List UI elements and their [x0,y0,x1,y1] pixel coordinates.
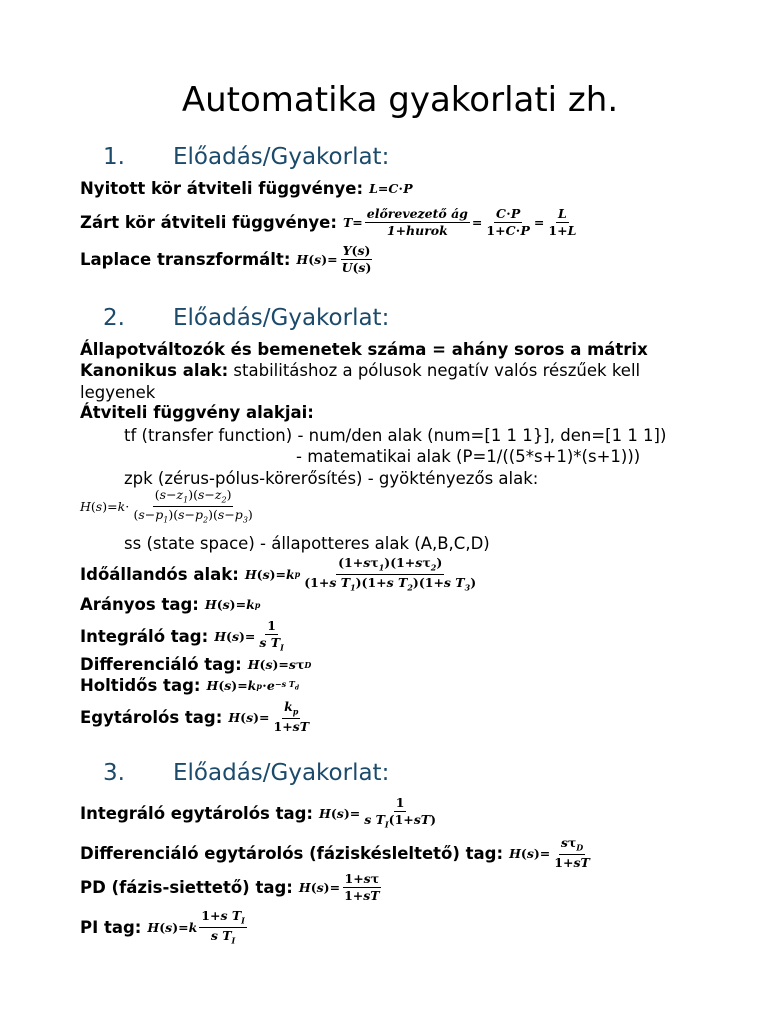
section-title: Előadás/Gyakorlat: [173,305,390,331]
pi-row [80,909,249,945]
time-constant-label: Időállandós alak: [80,564,239,584]
dead-time-row [80,676,299,695]
integrating-first-order-label: Integráló egytárolós tag: [80,803,314,823]
differentiating-first-order-formula: H ( s )= $\frac{s\tau_D}{1+sT}$ [509,835,590,870]
closed-loop-row [80,207,580,239]
laplace-label: Laplace transzformált: [80,250,291,270]
ss-form-row: ss (state space) - állapotteres alak (A,B,C,D) [124,534,490,553]
differentiator-formula: H ( s )= s τ D [247,657,312,672]
proportional-label: Arányos tag: [80,595,199,614]
dead-time-label: Holtidős tag: [80,676,201,695]
tf-form-row-cont: - matematikai alak (P=1/((5*s+1)*(s+1))) [296,447,641,466]
first-order-row [80,700,313,734]
integrating-first-order-row [80,796,440,830]
canonical-row [80,361,640,380]
dead-time-formula: H ( s )= k p ⋅ e −s $T_d$ [206,678,300,693]
proportional-formula: H ( s )= k p [204,597,261,612]
section-number: 3. [103,760,125,786]
pd-label: PD (fázis-siettető) tag: [80,878,293,898]
zpk-formula-row [80,488,257,524]
integrator-row [80,619,288,653]
zpk-form-row: zpk (zérus-pólus-körerősítés) - gyöktényezős alak: [124,469,539,488]
proportional-row [80,595,260,614]
canonical-text: stabilitáshoz a pólusok negatív valós részűek kell [228,361,641,380]
integrator-formula: H ( s )= $\frac{1}{s T_I}$ [214,618,284,653]
section-number: 1. [103,144,125,170]
differentiating-first-order-row [80,836,594,870]
zpk-formula: H ( s )= k ⋅ $\frac{(s-z_1)(s-z_2)}{(s-p_1)(s-p_2)(s-p_3)}$ [80,487,253,525]
laplace-row [80,244,375,276]
closed-loop-label: Zárt kör átviteli függvénye: [80,213,337,233]
section-title: Előadás/Gyakorlat: [173,144,390,170]
pd-formula: H ( s )= $\frac{1+s\tau}{1+sT}$ [298,871,380,904]
time-constant-formula: H ( s )= k p $\frac{(1+s\tau_1)(1+s\tau_2)}{(1+s T_1)(1+s T_2)(1+s T_3)}$ [244,555,477,593]
pd-row [80,872,384,904]
laplace-formula: H ( s )= $\frac{Y(s)}{U(s)}$ [296,243,372,276]
integrator-label: Integráló tag: [80,626,209,646]
integrating-first-order-formula: H ( s )= $\frac{1}{s T_I(1+sT)}$ [319,795,437,830]
time-constant-row [80,556,480,592]
open-loop-label: Nyitott kör átviteli függvénye: [80,179,364,198]
differentiator-row [80,655,311,674]
tf-form-row: tf (transfer function) - num/den alak (num=[1 1 1}], den=[1 1 1]) [124,426,667,445]
state-variables-row: Állapotváltozók és bemenetek száma = ahány soros a mátrix [80,340,648,359]
differentiating-first-order-label: Differenciáló egytárolós (fáziskésleltető) tag: [80,843,504,863]
open-loop-formula: L = C ⋅ P [369,181,413,196]
first-order-formula: H ( s )= $\frac{k_p}{1+sT}$ [228,699,310,734]
first-order-label: Egytárolós tag: [80,707,223,727]
forms-label: Átviteli függvény alakjai: [80,403,314,422]
formula-numerator: előrevezető ág [365,207,470,223]
differentiator-label: Differenciáló tag: [80,655,242,674]
canonical-label: Kanonikus alak: [80,361,229,380]
formula-denominator: 1+hurok [386,223,448,239]
section-number: 2. [103,305,125,331]
canonical-text-cont: legyenek [80,383,156,402]
document-title: Automatika gyakorlati zh. [181,80,619,120]
closed-loop-formula: T = $\frac{\text{előrevezető ág}}{\text{1+hurok}}$ = $\frac{C\cdot P}{1+C\cdot P}$ = $\frac{L}{1+L}$ [342,206,577,239]
open-loop-row [80,179,413,198]
section-title: Előadás/Gyakorlat: [173,760,390,786]
pi-formula: H ( s )= k $\frac{1+s T_I}{s T_I}$ [147,908,245,946]
pi-label: PI tag: [80,917,142,937]
